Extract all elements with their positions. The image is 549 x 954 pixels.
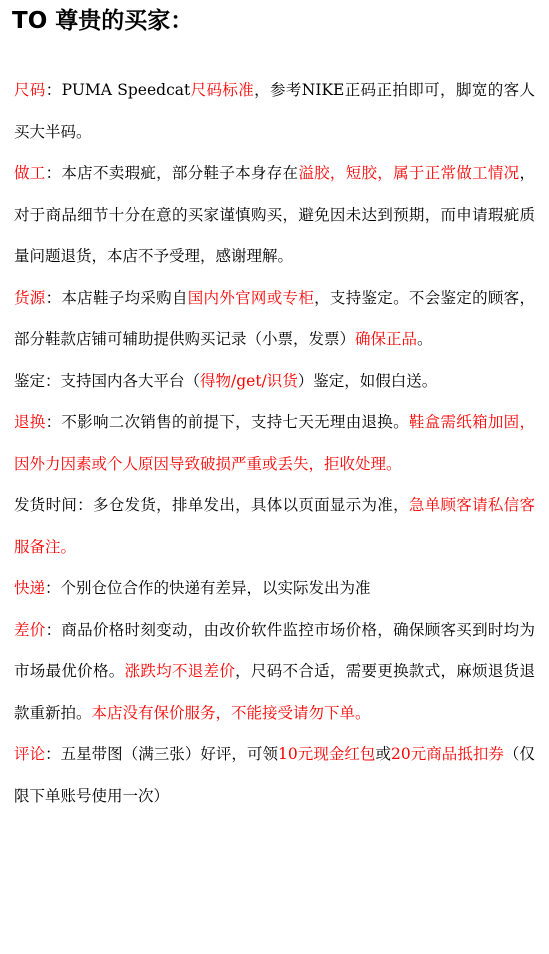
highlight-text: 尺码标准 (190, 81, 255, 99)
highlight-text: 做工 (14, 164, 46, 182)
notice-section-returns (14, 402, 535, 485)
body-text: ，支持鉴定。不会鉴定的顾客，部分鞋款店铺可辅助提供购买记录（小票，发票） (14, 288, 535, 348)
body-text: （仅限下单账号使用一次） (14, 745, 535, 805)
body-text: 发货时间：多仓发货，排单发出，具体以页面显示为准， (14, 496, 409, 514)
notice-section-price-difference (14, 610, 535, 735)
body-text: ：五星带图（满三张）好评，可领 (45, 745, 279, 763)
highlight-text: 货源 (14, 288, 46, 307)
page-title: TO 尊贵的买家： (12, 8, 194, 34)
notice-section-courier (14, 568, 535, 610)
body-text: ：个别仓位合作的快递有差异，以实际发出为准 (45, 579, 371, 597)
highlight-text: 急单顾客请私信客服备注。 (14, 496, 535, 556)
highlight-text: 溢胶，短胶，属于正常做工情况 (298, 164, 520, 182)
body-text: 。 (417, 330, 433, 348)
body-text: ：本店不卖瑕疵，部分鞋子本身存在 (45, 164, 299, 182)
body-text: ，对于商品细节十分在意的买家谨慎购买，避免因未达到预期，而申请瑕疵质量问题退货，本店不予受理，感谢理解。 (14, 164, 535, 265)
highlight-text: 本店没有保价服务，不能接受请勿下单。 (91, 703, 371, 722)
highlight-text: 尺码 (14, 81, 46, 99)
highlight-text: 快递 (14, 579, 46, 597)
highlight-text: 国内外官网或专柜 (187, 288, 315, 307)
highlight-text: 涨跌均不退差价 (124, 662, 236, 680)
notice-section-size (14, 70, 535, 153)
body-text: 鉴定：支持国内各大平台（ (14, 371, 201, 390)
notice-sections (14, 70, 535, 817)
highlight-text: 鞋盒需纸箱加固，因外力因素或个人原因导致破损严重或丢失，拒收处理。 (14, 413, 535, 473)
notice-section-reviews (14, 734, 535, 817)
highlight-text: 确保正品 (355, 330, 418, 348)
body-text: ：商品价格时刻变动，由改价软件监控市场价格，确保顾客买到时均为市场最优价格。 (14, 620, 535, 680)
body-text: 或 (375, 745, 391, 763)
notice-section-workmanship (14, 153, 535, 278)
highlight-text: 差价 (14, 620, 46, 639)
body-text: ，参考NIKE正码正拍即可，脚宽的客人买大半码。 (14, 81, 535, 141)
body-text: ）鉴定，如假白送。 (297, 371, 438, 390)
highlight-text: 退换 (14, 413, 46, 431)
highlight-text: 20元商品抵扣券 (390, 745, 504, 763)
notice-section-authentication (14, 361, 535, 403)
body-text: ：PUMA Speedcat (45, 81, 191, 99)
notice-section-shipping-time (14, 485, 535, 568)
body-text: ：不影响二次销售的前提下，支持七天无理由退换。 (45, 413, 409, 431)
highlight-text: 10元现金红包 (278, 745, 376, 763)
highlight-text: 评论 (14, 745, 46, 763)
body-text: ：本店鞋子均采购自 (45, 288, 188, 307)
highlight-text: 得物/get/识货 (200, 371, 298, 390)
notice-section-source (14, 278, 535, 361)
body-text: ，尺码不合适，需要更换款式，麻烦退货退款重新拍。 (14, 662, 535, 722)
